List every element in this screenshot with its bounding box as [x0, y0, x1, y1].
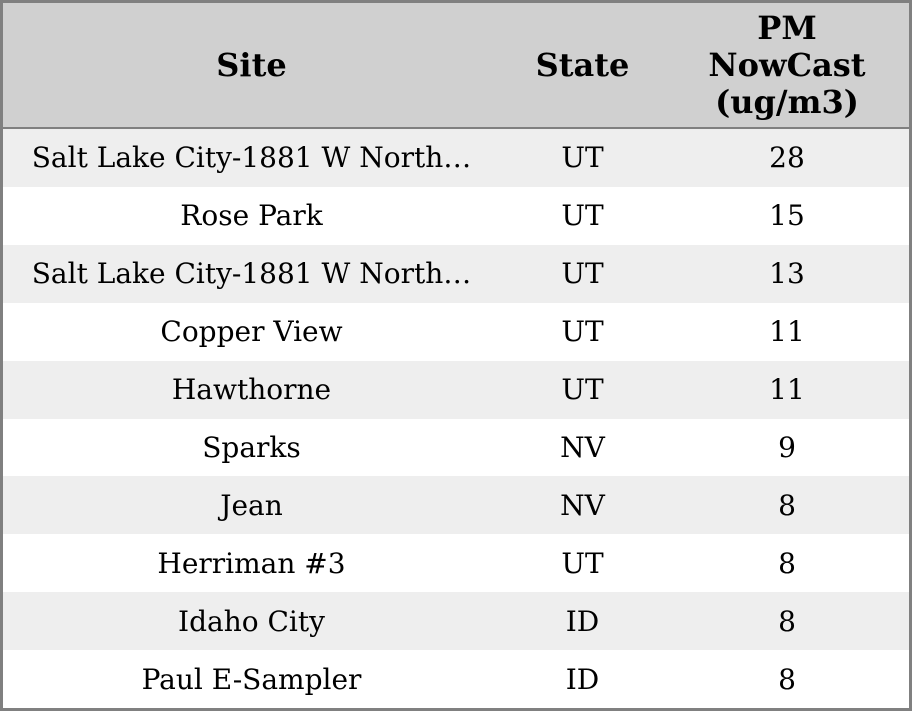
state-cell: UT [561, 141, 604, 175]
state-cell: UT [561, 373, 604, 407]
site-cell: Herriman #3 [157, 546, 346, 580]
pm-nowcast-cell: 28 [769, 141, 805, 175]
table-row[interactable] [3, 245, 909, 303]
table-row[interactable] [3, 303, 909, 361]
state-cell: ID [565, 604, 600, 638]
table-row[interactable] [3, 419, 909, 477]
state-cell: UT [561, 199, 604, 233]
pm-nowcast-cell: 9 [778, 430, 796, 464]
state-cell: NV [560, 430, 605, 464]
table-row[interactable] [3, 129, 909, 187]
site-cell: Paul E-Sampler [141, 662, 362, 696]
pm-nowcast-cell: 11 [769, 315, 805, 349]
state-cell: UT [561, 315, 604, 349]
table-row[interactable] [3, 476, 909, 534]
column-header-pm-nowcast [665, 10, 909, 121]
site-cell: Hawthorne [171, 373, 332, 407]
pm-nowcast-cell: 8 [778, 662, 796, 696]
pm-nowcast-cell: 8 [778, 488, 796, 522]
column-header-state [500, 47, 665, 84]
column-header-pm-nowcast-label: PM NowCast (ug/m3) [708, 9, 866, 121]
state-cell: UT [561, 257, 604, 291]
site-cell: Salt Lake City-1881 W North… [31, 141, 472, 175]
state-cell: ID [565, 662, 600, 696]
pm-nowcast-cell: 13 [769, 257, 805, 291]
pm-nowcast-cell: 8 [778, 546, 796, 580]
pm-nowcast-cell: 11 [769, 373, 805, 407]
column-header-site [3, 47, 500, 84]
state-cell: UT [561, 546, 604, 580]
site-cell: Copper View [160, 315, 343, 349]
table-row[interactable] [3, 592, 909, 650]
table-body [3, 129, 909, 708]
table-row[interactable] [3, 650, 909, 708]
site-cell: Salt Lake City-1881 W North… [31, 257, 472, 291]
column-header-site-label: Site [216, 46, 287, 84]
site-cell: Idaho City [178, 604, 325, 638]
pm-nowcast-cell: 15 [769, 199, 805, 233]
site-cell: Sparks [202, 430, 301, 464]
column-header-state-label: State [535, 46, 630, 84]
state-cell: NV [560, 488, 605, 522]
table-row[interactable] [3, 187, 909, 245]
site-cell: Jean [220, 488, 283, 522]
site-cell: Rose Park [180, 199, 323, 233]
table-header-row [3, 3, 909, 129]
table-row[interactable] [3, 534, 909, 592]
pm-nowcast-cell: 8 [778, 604, 796, 638]
table-row[interactable] [3, 361, 909, 419]
